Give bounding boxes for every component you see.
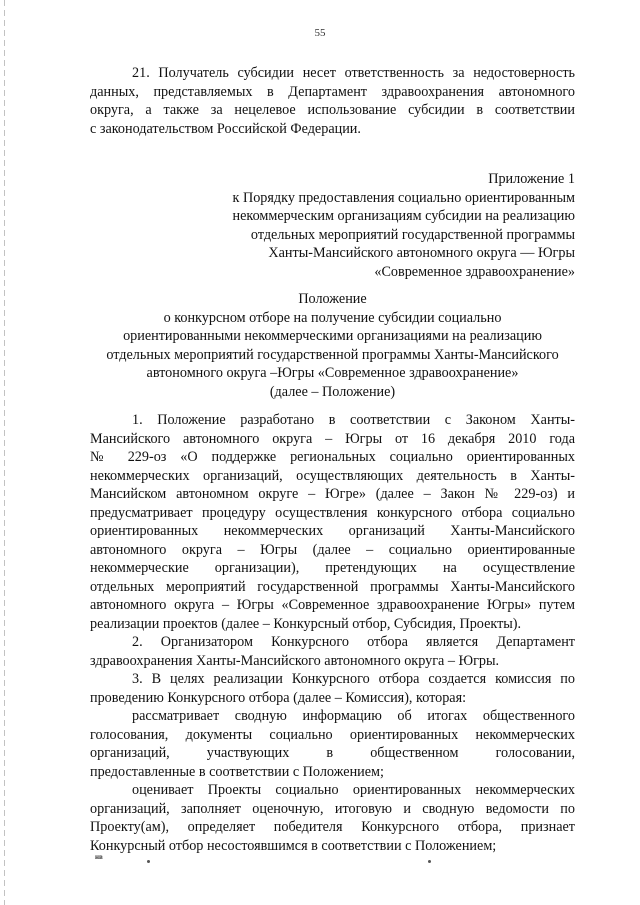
clause-21 bbox=[90, 64, 575, 138]
text-line: 21. Получатель субсидии несет ответственность за недостоверность bbox=[132, 65, 575, 81]
text-line: Проекту(ам), определяет победителя Конкурсного отбора, признает bbox=[90, 819, 575, 835]
text-line: некоммерческих организаций, осуществляющих деятельность в Ханты- bbox=[90, 467, 575, 484]
text-line: 1. Положение разработано в соответствии с Законом Ханты- bbox=[132, 412, 575, 428]
clause-3-item-2 bbox=[90, 781, 575, 855]
text-line: отдельных мероприятий государственной программы Ханты-Мансийского bbox=[90, 578, 575, 595]
appendix-title: Приложение 1 bbox=[488, 171, 575, 187]
regulation-heading bbox=[90, 290, 575, 401]
footer-dot bbox=[147, 860, 150, 863]
regulation-line: отдельных мероприятий государственной программы Ханты-Мансийского bbox=[106, 346, 559, 363]
text-line: оценивает Проекты социально ориентированных некоммерческих bbox=[132, 782, 575, 798]
appendix-line: некоммерческим организациям субсидии на реализацию bbox=[232, 208, 575, 224]
text-line: Мансийского автономного округа – Югры от 16 декабря 2010 года bbox=[90, 430, 575, 447]
clause-3-item-1 bbox=[90, 707, 575, 781]
text-line: 2. Организатором Конкурсного отбора является Департамент bbox=[132, 634, 575, 650]
text-line: организаций, заполняет оценочную, итоговую и сводную ведомости по bbox=[90, 800, 575, 817]
scan-edge-line bbox=[4, 0, 5, 905]
text-line: предусматривает процедуру осуществления конкурсного отбора социально bbox=[90, 504, 575, 521]
text-line: автономного округа – Югры (далее – социально ориентированные bbox=[90, 541, 575, 558]
text-line: данных, представляемых в Департамент здравоохранения автономного bbox=[90, 83, 575, 100]
text-line: округа, а также за нецелевое использование субсидии в соответствии bbox=[90, 102, 575, 118]
text-line: № 229-оз «О поддержке региональных социально ориентированных bbox=[90, 449, 575, 465]
text-line: реализации проектов (далее – Конкурсный отбор, Субсидия, Проекты). bbox=[90, 615, 522, 632]
appendix-line: к Порядку предоставления социально ориентированным bbox=[232, 189, 575, 206]
text-line: ориентированных некоммерческих организаций Ханты-Мансийского bbox=[90, 523, 575, 539]
text-line: здравоохранения Ханты-Мансийского автономного округа – Югры. bbox=[90, 652, 500, 669]
appendix-line: «Современное здравоохранение» bbox=[374, 263, 575, 280]
clause-2 bbox=[90, 633, 575, 670]
regulation-line: автономного округа –Югры «Современное здравоохранение» bbox=[146, 365, 519, 381]
regulation-line: о конкурсном отборе на получение субсидии социально bbox=[163, 309, 502, 326]
footer-dot bbox=[428, 860, 431, 863]
page-number: 55 bbox=[314, 27, 326, 39]
text-line: некоммерческие организации), претендующих на осуществление bbox=[90, 560, 575, 576]
appendix-line: Ханты-Мансийского автономного округа — Югры bbox=[268, 245, 575, 261]
text-line: Конкурсный отбор несостоявшимся в соответствии с Положением; bbox=[90, 837, 497, 854]
appendix-line: отдельных мероприятий государственной программы bbox=[250, 226, 575, 243]
footer-mark: нв bbox=[95, 853, 103, 861]
text-line: рассматривает сводную информацию об итогах общественного bbox=[132, 708, 575, 724]
appendix-header bbox=[90, 170, 575, 281]
regulation-line: ориентированными некоммерческими организациями на реализацию bbox=[123, 328, 542, 344]
text-line: организаций, участвующих в общественном голосовании, bbox=[90, 745, 575, 761]
clause-3 bbox=[90, 670, 575, 707]
text-line: с законодательством Российской Федерации. bbox=[90, 120, 361, 137]
text-line: автономного округа – Югры «Современное здравоохранение Югры» путем bbox=[90, 597, 575, 613]
regulation-line: (далее – Положение) bbox=[269, 383, 396, 400]
text-line: Мансийском автономном округе – Югре» (далее – Закон № 229-оз) и bbox=[90, 486, 575, 502]
text-line: проведению Конкурсного отбора (далее – Комиссия), которая: bbox=[90, 689, 467, 706]
text-line: голосования, документы социально ориентированных некоммерческих bbox=[90, 726, 575, 743]
text-line: предоставленные в соответствии с Положением; bbox=[90, 763, 384, 780]
text-line: 3. В целях реализации Конкурсного отбора создается комиссия по bbox=[132, 671, 575, 687]
regulation-title: Положение bbox=[298, 291, 367, 307]
clause-1 bbox=[90, 411, 575, 633]
